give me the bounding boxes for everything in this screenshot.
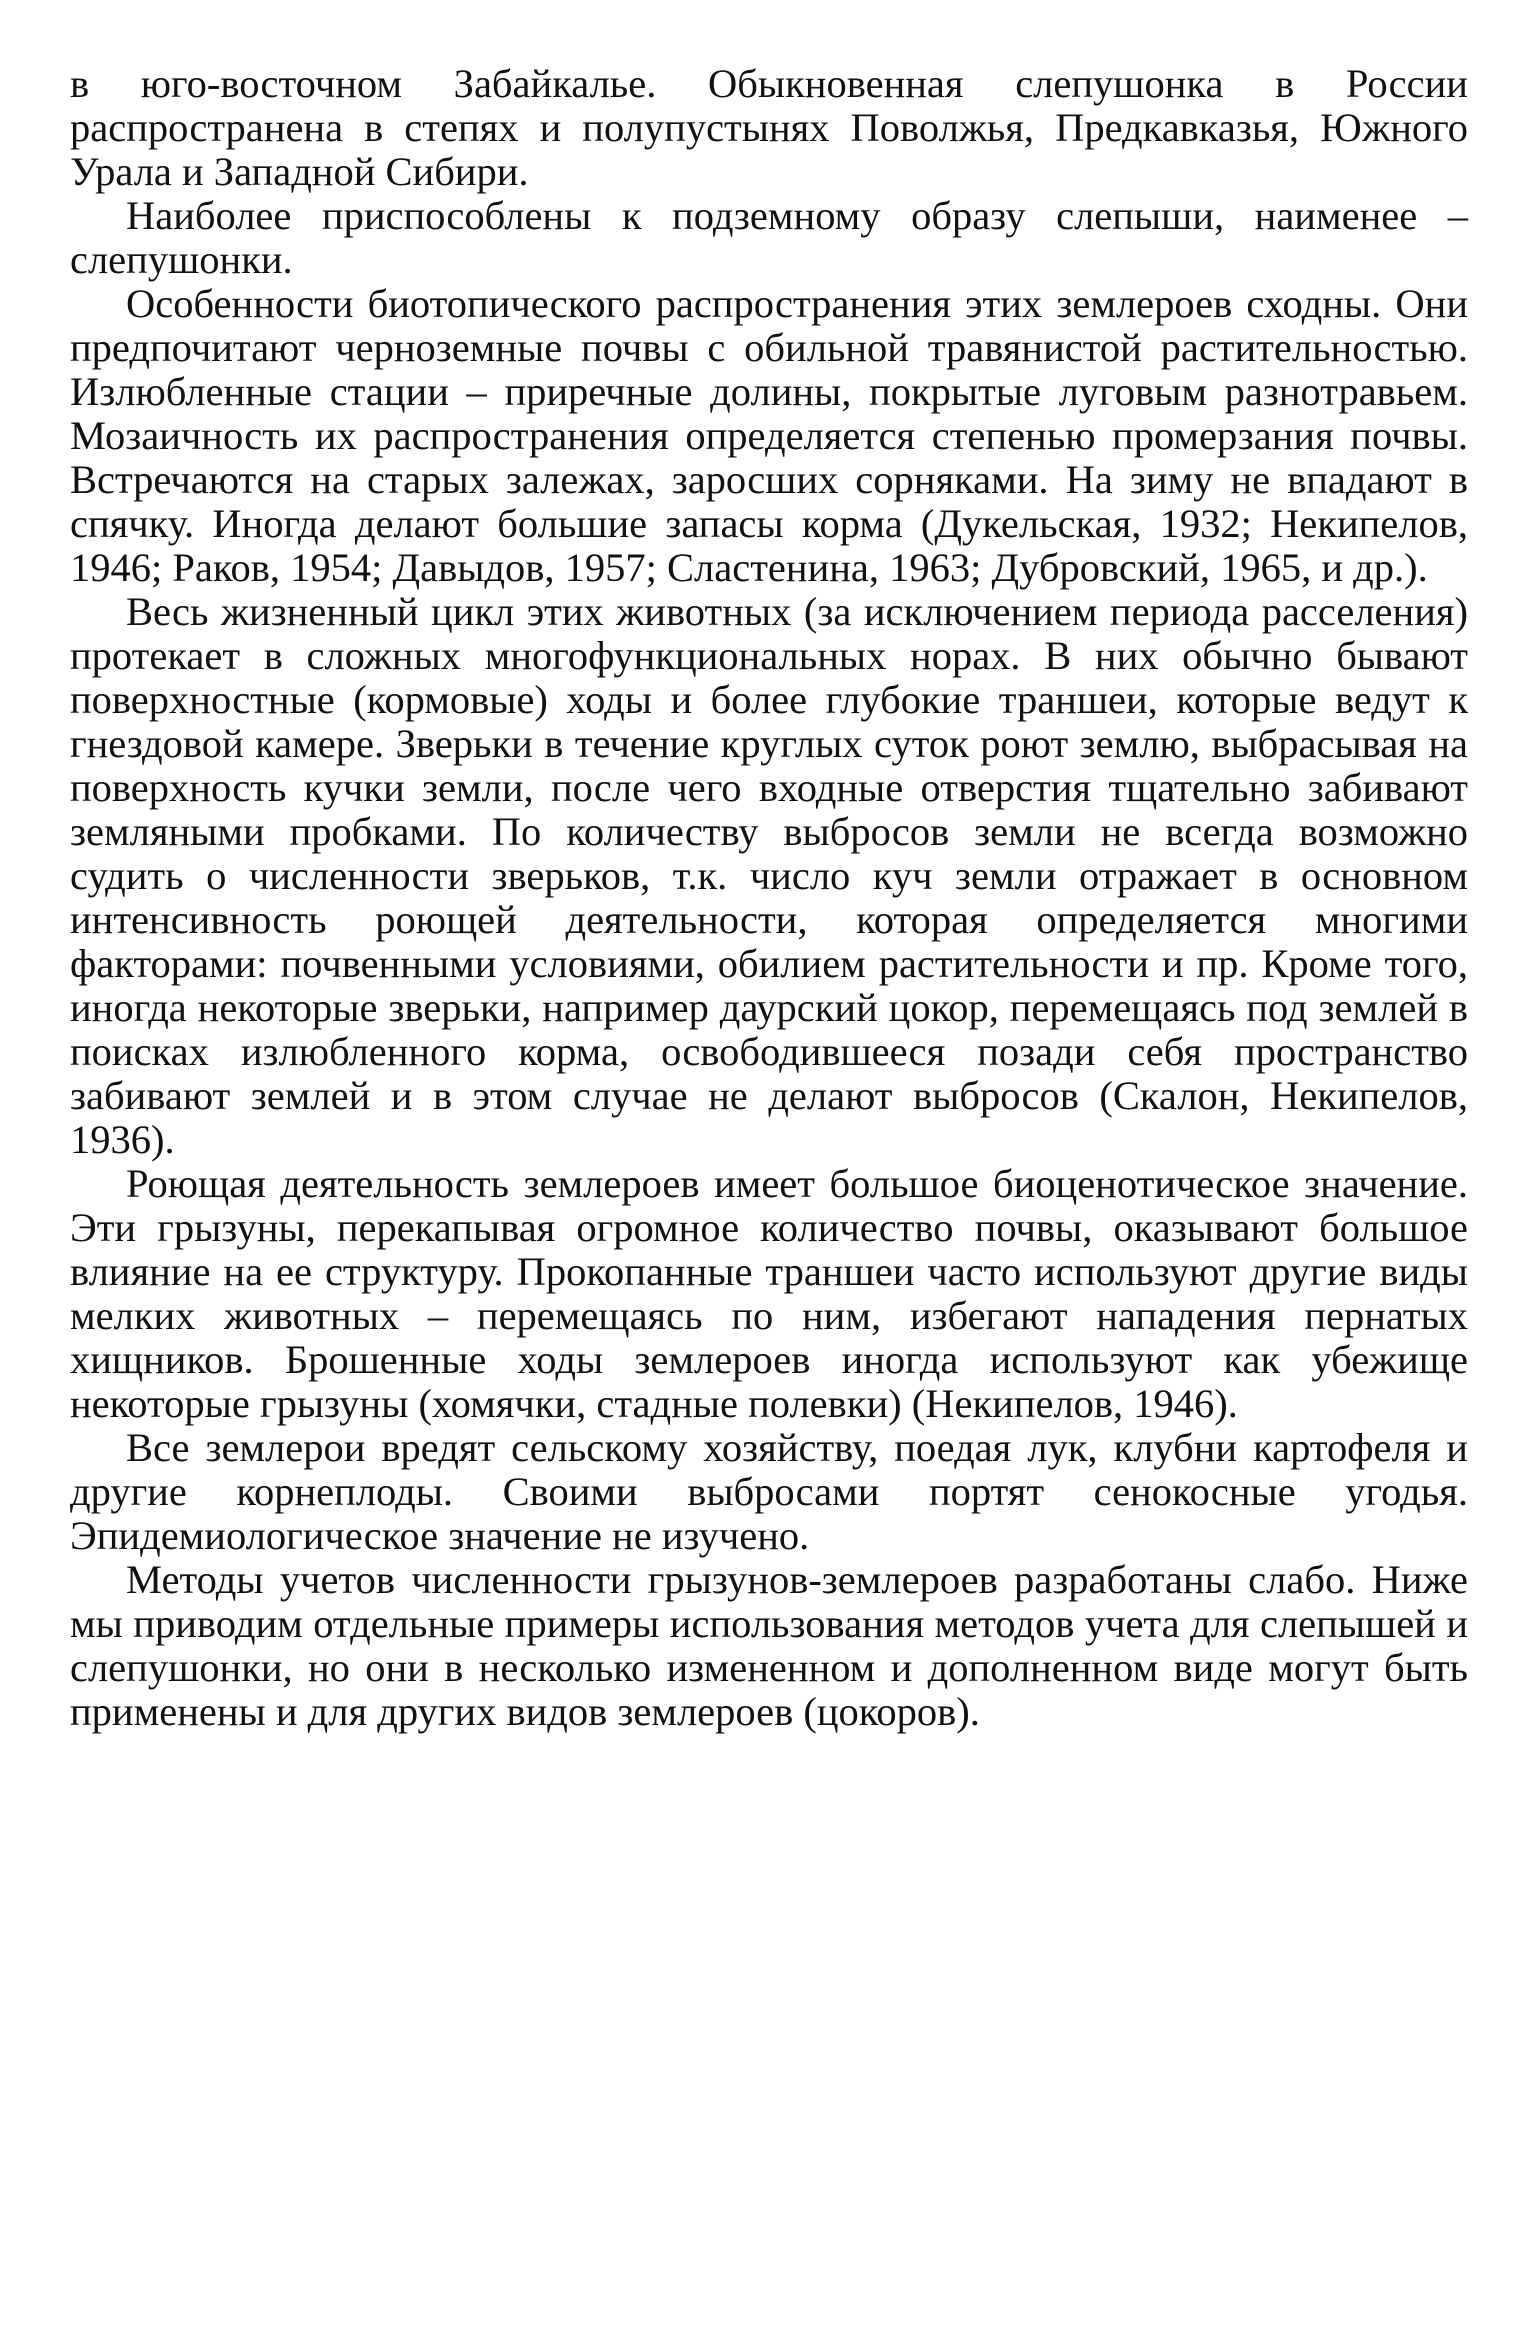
paragraph-adaptation: Наиболее приспособлены к подземному образу слепыши, наименее – слепушонки. — [70, 193, 1468, 282]
paragraph-biotopes: Особенности биотопического распространения этих землероев сходны. Они предпочитают черноземные почвы с обильной травянистой растительностью. Излюбленные стации – приречные долины, покрытые луговым разнотравьем. Мозаичность их распространения определяется степенью промерзания почвы. Встречаются на старых залежах, заросших сорняками. На зиму не впадают в спячку. Иногда делают большие запасы корма (Дукельская, 1932; Некипелов, 1946; Раков, 1954; Давыдов, 1957; Сластенина, 1963; Дубровский, 1965, и др.). — [70, 281, 1468, 590]
paragraph-continuation: в юго-восточном Забайкалье. Обыкновенная слепушонка в России распространена в степях и полупустынях Поволжья, Предкавказья, Южного Урала и Западной Сибири. — [70, 61, 1468, 194]
document-page — [70, 62, 1468, 1734]
paragraph-digging-activity: Роющая деятельность землероев имеет большое биоценотическое значение. Эти грызуны, перекапывая огромное количество почвы, оказывают большое влияние на ее структуру. Прокопанные траншеи часто используют другие виды мелких животных – перемещаясь по ним, избегают нападения пернатых хищников. Брошенные ходы землероев иногда используют как убежище некоторые грызуны (хомячки, стадные полевки) (Некипелов, 1946). — [70, 1161, 1468, 1426]
paragraph-census-methods: Методы учетов численности грызунов-землероев разработаны слабо. Ниже мы приводим отдельные примеры использования методов учета для слепышей и слепушонки, но они в несколько измененном и дополненном виде могут быть применены и для других видов землероев (цокоров). — [70, 1557, 1468, 1734]
paragraph-life-cycle: Весь жизненный цикл этих животных (за исключением периода расселения) протекает в сложных многофункциональных норах. В них обычно бывают поверхностные (кормовые) ходы и более глубокие траншеи, которые ведут к гнездовой камере. Зверьки в течение круглых суток роют землю, выбрасывая на поверхность кучки земли, после чего входные отверстия тщательно забивают земляными пробками. По количеству выбросов земли не всегда возможно судить о численности зверьков, т.к. число куч земли отражает в основном интенсивность роющей деятельности, которая определяется многими факторами: почвенными условиями, обилием растительности и пр. Кроме того, иногда некоторые зверьки, например даурский цокор, перемещаясь под землей в поисках излюбленного корма, освободившееся позади себя пространство забивают землей и в этом случае не делают выбросов (Скалон, Некипелов, 1936). — [70, 589, 1468, 1162]
paragraph-agricultural-harm: Все землерои вредят сельскому хозяйству, поедая лук, клубни картофеля и другие корнеплоды. Своими выбросами портят сенокосные угодья. Эпидемиологическое значение не изучено. — [70, 1425, 1468, 1558]
